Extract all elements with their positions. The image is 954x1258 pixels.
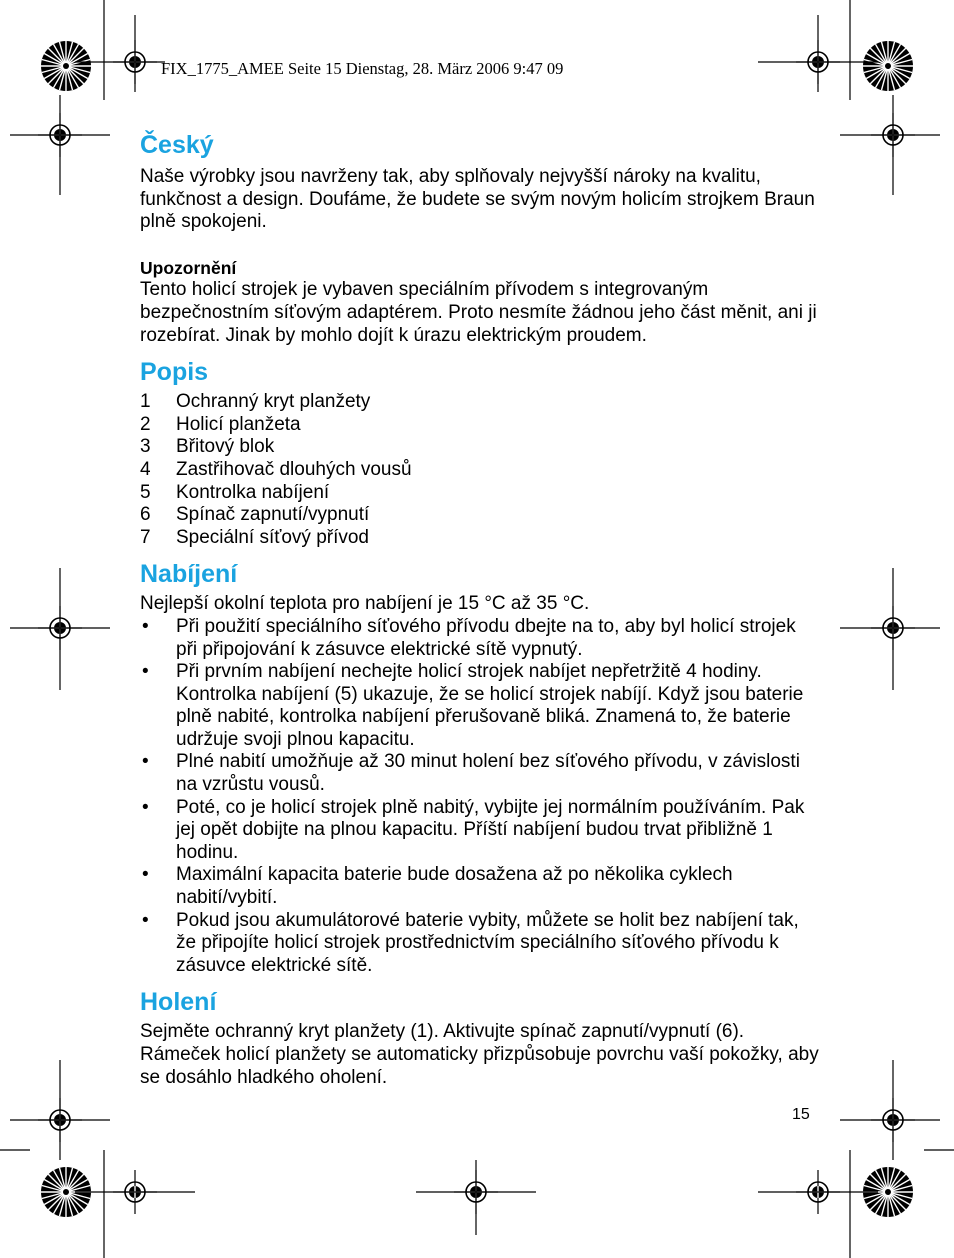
bullet-symbol: • xyxy=(142,751,149,773)
bullet-text: Maximální kapacita baterie bude dosažena až po několika cyklech nabití/vybití. xyxy=(176,864,733,909)
list-item xyxy=(140,482,820,505)
list-item-number: 3 xyxy=(140,436,151,458)
bullet-text: Poté, co je holicí strojek plně nabitý, vybijte jej normálním používáním. Pak jej opět dobijte na plnou kapacitu. Příští nabíjení budou trvat přibližně 1 hodinu. xyxy=(176,796,805,863)
list-item-number: 2 xyxy=(140,413,151,435)
list-item-text: Holicí planžeta xyxy=(176,413,301,435)
list-item xyxy=(140,436,820,459)
shaving-paragraph: Sejměte ochranný kryt planžety (1). Aktivujte spínač zapnutí/vypnutí (6). Rámeček holicí planžety se automaticky přizpůsobuje povrchu vaší pokožky, aby se dosáhlo hladkého oholení. xyxy=(140,1021,819,1088)
bullet-text: Při použití speciálního síťového přívodu dbejte na to, aby byl holicí strojek při připojování k zásuvce elektrické sítě vypnutý. xyxy=(176,615,796,660)
list-item-number: 4 xyxy=(140,458,151,480)
print-header-line: FIX_1775_AMEE Seite 15 Dienstag, 28. März 2006 9:47 09 xyxy=(161,59,564,78)
section-title-holeni: Holení xyxy=(140,988,217,1017)
charging-bullet-list xyxy=(140,616,820,978)
bullet-text: Plné nabití umožňuje až 30 minut holení bez síťového přívodu, v závislosti na vzrůstu vousů. xyxy=(176,751,800,796)
bullet-item xyxy=(140,910,820,978)
list-item xyxy=(140,504,820,527)
list-item-text: Spínač zapnutí/vypnutí xyxy=(176,504,370,526)
list-item-number: 5 xyxy=(140,481,151,503)
section-title-nabijeni: Nabíjení xyxy=(140,560,238,589)
section-nabijeni xyxy=(140,557,820,977)
list-item-number: 6 xyxy=(140,504,151,526)
list-item xyxy=(140,414,820,437)
section-title-cesky: Český xyxy=(140,131,214,159)
warning-paragraph: Tento holicí strojek je vybaven speciálním přívodem s integrovaným bezpečnostním síťovým adaptérem. Proto nesmíte žádnou jeho část měnit, ani ji rozebírat. Jinak by mohlo dojít k úrazu elektrickým proudem. xyxy=(140,279,817,346)
bullet-symbol: • xyxy=(142,615,149,637)
list-item-text: Břitový blok xyxy=(176,436,275,458)
section-cesky xyxy=(140,128,820,347)
bullet-item xyxy=(140,661,820,751)
page-content xyxy=(140,128,820,1089)
page-number: 15 xyxy=(792,1106,810,1123)
list-item-text: Kontrolka nabíjení xyxy=(176,481,330,503)
list-item-number: 7 xyxy=(140,526,151,548)
bullet-symbol: • xyxy=(142,909,149,931)
bullet-item xyxy=(140,797,820,865)
bullet-text: Při prvním nabíjení nechejte holicí strojek nabíjet nepřetržitě 4 hodiny. Kontrolka nabíjení (5) ukazuje, že se holicí strojek nabíjí. Když jsou baterie plně nabité, kontrolka nabíjení přerušovaně bliká. Znamená to, že baterie udržuje svoji plnou kapacitu. xyxy=(176,661,804,750)
list-item-number: 1 xyxy=(140,391,151,413)
warning-title: Upozornění xyxy=(140,257,237,278)
bullet-symbol: • xyxy=(142,864,149,886)
section-popis xyxy=(140,355,820,549)
section-title-popis: Popis xyxy=(140,358,209,387)
list-item xyxy=(140,391,820,414)
list-item xyxy=(140,459,820,482)
bullet-item xyxy=(140,864,820,909)
intro-paragraph: Naše výrobky jsou navrženy tak, aby splňovaly nejvyšší nároky na kvalitu, funkčnost a design. Doufáme, že budete se svým novým holicím strojkem Braun plně spokojeni. xyxy=(140,166,815,233)
bullet-item xyxy=(140,616,820,661)
parts-list xyxy=(140,391,820,549)
list-item-text: Ochranný kryt planžety xyxy=(176,391,371,413)
list-item-text: Zastřihovač dlouhých vousů xyxy=(176,458,412,480)
list-item-text: Speciální síťový přívod xyxy=(176,526,369,548)
list-item xyxy=(140,527,820,550)
bullet-symbol: • xyxy=(142,661,149,683)
bullet-text: Pokud jsou akumulátorové baterie vybity, můžete se holit bez nabíjení tak, že připojíte holicí strojek prostřednictvím speciálního síťového přívodu k zásuvce elektrické sítě. xyxy=(176,909,799,976)
temperature-paragraph: Nejlepší okolní teplota pro nabíjení je 15 °C až 35 °C. xyxy=(140,593,590,615)
bullet-item xyxy=(140,751,820,796)
bullet-symbol: • xyxy=(142,796,149,818)
section-holeni xyxy=(140,985,820,1089)
